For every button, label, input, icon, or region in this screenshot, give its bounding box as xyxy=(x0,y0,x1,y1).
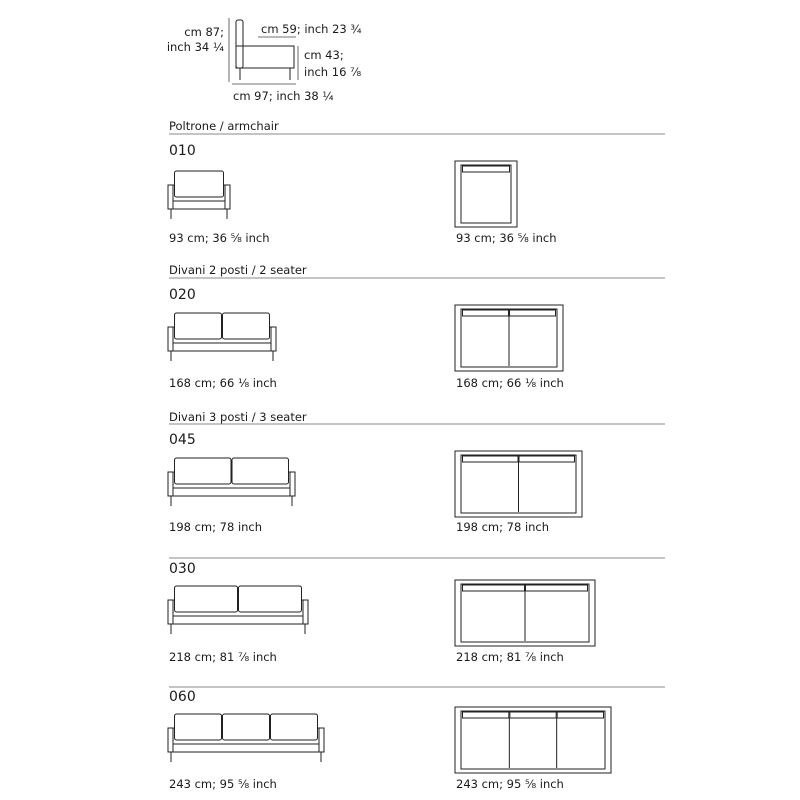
model-code: 020 xyxy=(169,287,196,303)
armrest-right xyxy=(290,472,295,496)
back-cushion-top xyxy=(463,712,509,718)
front-view-010 xyxy=(168,171,230,219)
back-cushion-top xyxy=(463,456,519,462)
back-cushion-top xyxy=(557,712,603,718)
back-cushion-top xyxy=(519,456,575,462)
back-cushion-top xyxy=(510,712,556,718)
back-cushion xyxy=(271,714,318,740)
top-view-020 xyxy=(455,305,563,371)
armrest-left xyxy=(168,185,173,209)
back-cushion-top xyxy=(463,585,525,591)
model-code: 010 xyxy=(169,143,196,159)
top-outline xyxy=(455,707,611,773)
top-inner xyxy=(461,711,605,769)
front-views xyxy=(168,171,324,762)
seat-height-label-cm: cm 43; xyxy=(304,48,344,62)
back-cushion-top xyxy=(510,310,556,316)
front-dimension-label: 198 cm; 78 inch xyxy=(169,520,263,534)
armrest-right xyxy=(319,728,324,752)
back-cushion-top xyxy=(463,310,509,316)
front-dimension-label: 93 cm; 36 ⅝ inch xyxy=(169,231,270,245)
armrest-left xyxy=(168,327,173,351)
top-view-010 xyxy=(455,161,517,227)
armrest-left xyxy=(168,728,173,752)
top-dimension-label: 243 cm; 95 ⅝ inch xyxy=(456,777,564,791)
seat-depth-label: cm 59; inch 23 ¾ xyxy=(261,22,362,36)
overall-depth-label: cm 97; inch 38 ¼ xyxy=(233,89,334,103)
front-dimension-label: 218 cm; 81 ⅞ inch xyxy=(169,650,277,664)
armrest-right xyxy=(225,185,230,209)
top-dimension-label: 168 cm; 66 ⅛ inch xyxy=(456,376,564,390)
top-dimension-label: 218 cm; 81 ⅞ inch xyxy=(456,650,564,664)
front-view-045 xyxy=(168,458,295,506)
model-code: 030 xyxy=(169,561,196,577)
armrest-right xyxy=(303,600,308,624)
back-cushion-top xyxy=(526,585,588,591)
back-cushion xyxy=(232,458,289,484)
section-title-2-seater: Divani 2 posti / 2 seater xyxy=(169,263,307,277)
height-label-inch: inch 34 ¼ xyxy=(166,40,224,54)
section-title-armchair: Poltrone / armchair xyxy=(169,119,279,133)
back-cushion xyxy=(175,313,222,339)
back-cushion xyxy=(175,714,222,740)
front-view-030 xyxy=(168,586,308,634)
height-label-cm: cm 87; xyxy=(184,25,224,39)
back-cushion-top xyxy=(463,166,510,172)
top-outline xyxy=(455,161,517,227)
model-code: 045 xyxy=(169,432,196,448)
back-cushion xyxy=(175,586,238,612)
top-view-060 xyxy=(455,707,611,773)
front-dimension-label: 243 cm; 95 ⅝ inch xyxy=(169,777,277,791)
section-title-3-seater: Divani 3 posti / 3 seater xyxy=(169,410,307,424)
back-cushion xyxy=(239,586,302,612)
top-view-030 xyxy=(455,580,595,646)
top-dimension-label: 198 cm; 78 inch xyxy=(456,520,550,534)
armrest-left xyxy=(168,472,173,496)
back-cushion xyxy=(175,458,232,484)
armrest-left xyxy=(168,600,173,624)
back-cushion xyxy=(223,714,270,740)
seat-height-label-inch: inch 16 ⅞ xyxy=(304,65,362,79)
top-view-045 xyxy=(455,451,582,517)
top-dimension-label: 93 cm; 36 ⅝ inch xyxy=(456,231,557,245)
top-inner xyxy=(461,165,511,223)
back-cushion xyxy=(223,313,270,339)
armrest-right xyxy=(271,327,276,351)
back-cushion xyxy=(175,171,224,197)
model-code: 060 xyxy=(169,689,196,705)
front-view-020 xyxy=(168,313,276,361)
front-dimension-label: 168 cm; 66 ⅛ inch xyxy=(169,376,277,390)
front-view-060 xyxy=(168,714,324,762)
top-views xyxy=(455,161,611,773)
